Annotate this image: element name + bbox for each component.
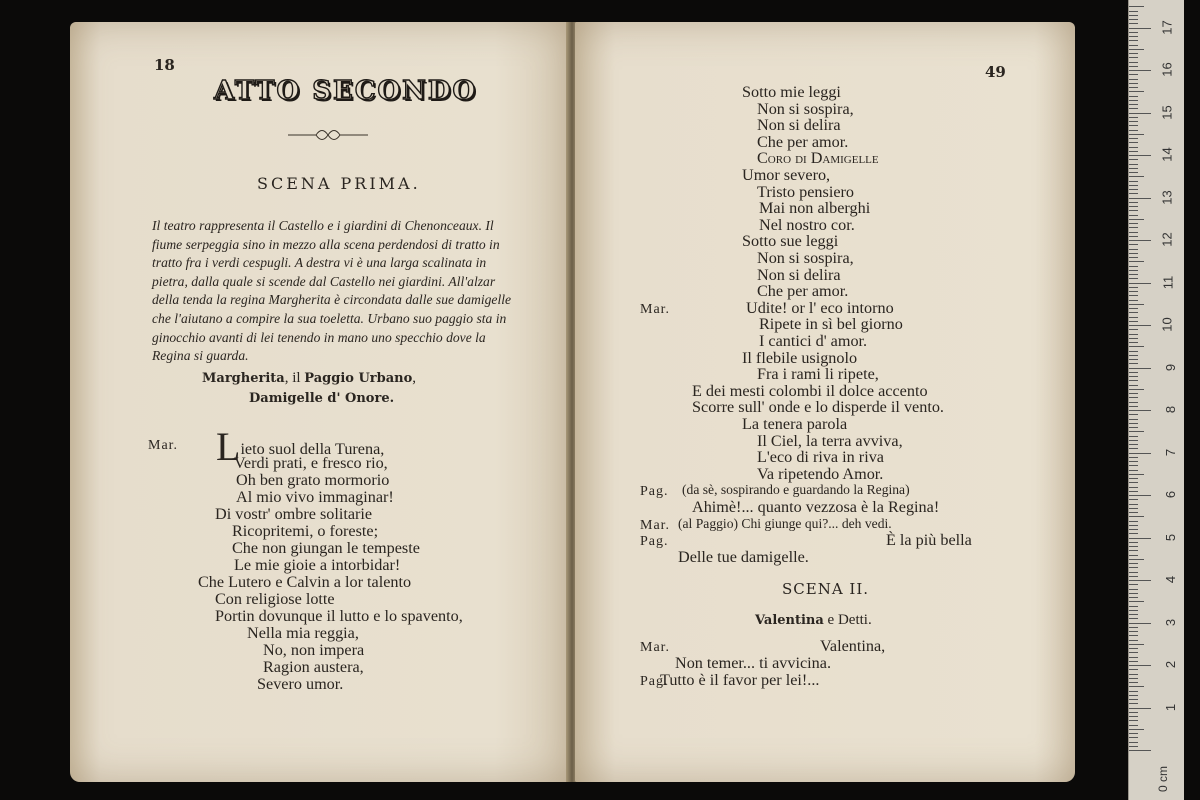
scene-2-title: SCENA II. — [782, 580, 870, 598]
verse-line: Tristo pensiero — [757, 182, 854, 201]
verse-line: La tenera parola — [742, 415, 848, 433]
ruler-tick — [1129, 40, 1138, 41]
ruler-tick — [1129, 202, 1138, 203]
ruler-tick — [1129, 176, 1144, 177]
verse-line: Verdi prati, e fresco rio, — [234, 454, 388, 472]
ruler-tick — [1129, 436, 1138, 437]
ruler-tick — [1129, 703, 1138, 704]
ruler-tick — [1129, 108, 1138, 109]
ruler-tick — [1129, 521, 1138, 522]
ruler-tick — [1129, 465, 1138, 466]
verse-line: Portin dovunque il lutto e lo spavento, — [215, 607, 463, 625]
verse-line: Che per amor. — [757, 282, 849, 301]
ruler-tick — [1129, 720, 1138, 721]
ruler-tick — [1129, 74, 1138, 75]
page-number: 18 — [154, 56, 175, 74]
ruler-tick — [1129, 610, 1138, 611]
ruler-tick — [1129, 652, 1138, 653]
speaker-label: Pag. — [640, 674, 669, 689]
ruler-tick — [1129, 674, 1138, 675]
ruler-tick — [1129, 491, 1138, 492]
ruler-tick — [1129, 538, 1151, 539]
ruler-tick — [1129, 623, 1151, 624]
verse-line: No, non impera — [263, 641, 365, 659]
ruler-tick — [1129, 278, 1138, 279]
ruler-tick — [1129, 555, 1138, 556]
speaker-label: Mar. — [640, 640, 671, 655]
ruler-tick — [1129, 334, 1138, 335]
verse-line: Non si delira — [757, 116, 841, 135]
ruler-number: 3 — [1162, 618, 1178, 626]
ruler-tick — [1129, 444, 1138, 445]
ruler-tick — [1129, 457, 1138, 458]
ruler-tick — [1129, 402, 1138, 403]
verse-line: (da sè, sospirando e guardando la Regina) — [682, 482, 910, 498]
ruler-tick — [1129, 606, 1138, 607]
ornament-divider — [288, 126, 368, 145]
ruler-tick — [1129, 495, 1151, 496]
verse-line: Non temer... ti avvicina. — [675, 654, 831, 672]
ruler-tick — [1129, 232, 1138, 233]
verse-line: Non si delira — [757, 265, 841, 284]
ruler-tick — [1129, 487, 1138, 488]
ruler-tick — [1129, 261, 1144, 262]
cast-paggio: Paggio Urbano — [304, 371, 413, 386]
ruler-tick — [1129, 100, 1138, 101]
ruler-tick — [1129, 283, 1151, 284]
ruler-tick — [1129, 580, 1151, 581]
ruler-tick — [1129, 389, 1144, 390]
ruler-tick — [1129, 504, 1138, 505]
ruler-tick — [1129, 397, 1138, 398]
ruler-tick — [1129, 66, 1138, 67]
ruler-tick — [1129, 589, 1138, 590]
ruler-tick — [1129, 597, 1138, 598]
ruler-tick — [1129, 699, 1138, 700]
ruler-tick — [1129, 227, 1138, 228]
ruler-number: 8 — [1162, 405, 1178, 414]
ruler-number: 5 — [1162, 533, 1178, 541]
verse-line: Con religiose lotte — [215, 590, 335, 608]
ruler-tick — [1129, 572, 1138, 573]
verse-line: Di vostr' ombre solitarie — [215, 505, 373, 523]
ruler-tick — [1129, 406, 1138, 407]
ruler-tick — [1129, 499, 1138, 500]
ruler-tick — [1129, 249, 1138, 250]
ruler-tick — [1129, 448, 1138, 449]
ruler-tick — [1129, 695, 1138, 696]
ruler-tick — [1129, 219, 1144, 220]
ruler-number: 17 — [1159, 19, 1175, 35]
act-title: ATTO SECONDO — [214, 76, 478, 106]
ruler-tick — [1129, 453, 1151, 454]
ruler-tick — [1129, 546, 1138, 547]
ruler-tick — [1129, 147, 1138, 148]
ruler-tick — [1129, 91, 1144, 92]
ruler-tick — [1129, 746, 1138, 747]
ruler-tick — [1129, 376, 1138, 377]
ruler-tick — [1129, 618, 1138, 619]
ruler-tick — [1129, 11, 1138, 12]
drop-cap: L — [216, 424, 241, 469]
ruler-tick — [1129, 287, 1138, 288]
ruler-tick — [1129, 559, 1144, 560]
ruler-tick — [1129, 380, 1138, 381]
verse-line: Severo umor. — [257, 675, 344, 693]
ruler-tick — [1129, 53, 1138, 54]
ruler-tick — [1129, 363, 1138, 364]
ruler-tick — [1129, 516, 1144, 517]
ruler-tick — [1129, 134, 1144, 135]
ruler-tick — [1129, 368, 1151, 369]
ruler-tick — [1129, 372, 1138, 373]
ruler-tick — [1129, 648, 1138, 649]
ruler-tick — [1129, 223, 1138, 224]
stage-direction: Il teatro rappresenta il Castello e i giardini di Chenonceaux. Il fiume serpeggia sino in mezzo alla scena perdendosi di tratto in tratto fra i verdi cespugli. A destra vi è una larga scalinata in pietra, dalla quale si scende dal Castello nei giardini. All'alzar della tenda la regina Margherita è circondata dalle sue damigelle che l'aiutano a compire la sua toeletta. Urbano suo paggio sta in ginocchio avanti di lei tenendo in mano uno specchio dove la Regina si guarda. — [152, 218, 512, 364]
ruler-tick — [1129, 151, 1138, 152]
ruler-tick — [1129, 691, 1138, 692]
ruler-number: 16 — [1159, 62, 1175, 77]
ruler-tick — [1129, 312, 1138, 313]
ruler-tick — [1129, 206, 1138, 207]
verse-line: E dei mesti colombi il dolce accento — [692, 381, 928, 400]
first-line-text: ieto suol della Turena, — [240, 440, 385, 458]
ruler-tick — [1129, 142, 1138, 143]
ruler-tick — [1129, 155, 1151, 156]
ruler-number: 11 — [1159, 275, 1175, 289]
ruler-number: 2 — [1162, 660, 1178, 669]
ruler-tick — [1129, 159, 1138, 160]
ruler-tick — [1129, 79, 1138, 80]
ruler-tick — [1129, 164, 1138, 165]
ruler-tick — [1129, 304, 1144, 305]
ruler-tick — [1129, 274, 1138, 275]
ruler-tick — [1129, 601, 1144, 602]
ruler-tick — [1129, 291, 1138, 292]
ruler-number: 13 — [1159, 189, 1175, 205]
ruler-tick — [1129, 236, 1138, 237]
speaker-label: Mar. — [640, 517, 671, 533]
ruler-tick — [1129, 712, 1138, 713]
ruler-tick — [1129, 678, 1138, 679]
ruler-tick — [1129, 23, 1138, 24]
ruler-tick — [1129, 686, 1144, 687]
ruler-tick — [1129, 138, 1138, 139]
ruler-tick — [1129, 708, 1151, 709]
ruler-tick — [1129, 49, 1144, 50]
ruler-number: 1 — [1162, 703, 1178, 711]
verse-line: Fra i rami li ripete, — [757, 365, 879, 384]
ruler-tick — [1129, 584, 1138, 585]
ruler-tick — [1129, 614, 1138, 615]
ruler-tick — [1129, 257, 1138, 258]
speaker-label: Mar. — [640, 301, 671, 317]
ruler-tick — [1129, 57, 1138, 58]
verse-line: È la più bella — [886, 531, 972, 550]
right-page — [575, 22, 1075, 782]
verse-line: Udite! or l' eco intorno — [746, 298, 894, 317]
ruler-tick — [1129, 725, 1138, 726]
verse-line: Ricopritemi, o foreste; — [232, 522, 379, 540]
ruler-tick — [1129, 19, 1138, 20]
ruler-tick — [1129, 325, 1151, 326]
ruler-number: 6 — [1162, 490, 1178, 499]
ruler-tick — [1129, 482, 1138, 483]
ruler-tick — [1129, 635, 1138, 636]
ruler-tick — [1129, 321, 1138, 322]
verse-line: Il Ciel, la terra avviva, — [757, 431, 903, 450]
ruler-tick — [1129, 215, 1138, 216]
ruler-tick — [1129, 266, 1138, 267]
ruler-tick — [1129, 185, 1138, 186]
ruler-tick — [1129, 542, 1138, 543]
verse-line: I cantici d' amor. — [759, 332, 868, 350]
ruler-tick — [1129, 270, 1138, 271]
ruler-tick — [1129, 410, 1151, 411]
ruler-number: 14 — [1159, 147, 1175, 162]
ruler-tick — [1129, 300, 1138, 301]
ruler-tick — [1129, 87, 1138, 88]
ruler-tick — [1129, 351, 1138, 352]
ruler-number: 4 — [1162, 575, 1178, 584]
ruler-tick — [1129, 253, 1138, 254]
ruler-tick — [1129, 45, 1138, 46]
cast-comma: , — [412, 370, 417, 386]
ruler-tick — [1129, 631, 1138, 632]
ruler-number: 10 — [1159, 317, 1175, 332]
verse-line: Oh ben grato mormorio — [236, 471, 390, 489]
verse-line: Che per amor. — [757, 132, 849, 151]
ruler-tick — [1129, 125, 1138, 126]
ruler-tick — [1129, 627, 1138, 628]
ruler-tick — [1129, 567, 1138, 568]
ruler-tick — [1129, 423, 1138, 424]
ruler-tick — [1129, 474, 1144, 475]
ruler-tick — [1129, 295, 1138, 296]
verse-line: Ragion austera, — [263, 658, 364, 676]
cast-line-2: Damigelle d' Onore. — [249, 391, 395, 406]
ruler-tick — [1129, 168, 1138, 169]
ruler-tick — [1129, 240, 1151, 241]
verse-line: Valentina, — [820, 637, 886, 655]
ruler-tick — [1129, 32, 1138, 33]
cast-sep: , il — [284, 370, 305, 386]
verse-line: Umor severo, — [742, 166, 831, 184]
ruler-tick — [1129, 529, 1138, 530]
verse-line: Nel nostro cor. — [759, 215, 855, 234]
verse-line: Ahimè!... quanto vezzosa è la Regina! — [692, 498, 940, 516]
ruler-tick — [1129, 359, 1138, 360]
verse-line: (al Paggio) Chi giunge qui?... deh vedi. — [678, 515, 892, 531]
ruler-number: 12 — [1159, 232, 1175, 247]
ruler-tick — [1129, 193, 1138, 194]
verse-line: Non si sospira, — [757, 99, 854, 118]
scene-2-cast — [755, 612, 872, 629]
ruler-tick — [1129, 130, 1138, 131]
ruler-tick — [1129, 512, 1138, 513]
ruler-tick — [1129, 729, 1144, 730]
ruler-tick — [1129, 172, 1138, 173]
ruler-tick — [1129, 419, 1138, 420]
ruler-tick — [1129, 737, 1138, 738]
ruler-tick — [1129, 329, 1138, 330]
ruler-tick — [1129, 83, 1138, 84]
ruler-tick — [1129, 104, 1138, 105]
verse-line: Le mie gioie a intorbidar! — [234, 556, 401, 574]
ruler-tick — [1129, 317, 1138, 318]
speaker-mar: Mar. — [148, 438, 179, 453]
ruler-tick — [1129, 431, 1144, 432]
ruler-tick — [1129, 533, 1138, 534]
ruler-tick — [1129, 733, 1138, 734]
verse-line: L'eco di riva in riva — [757, 448, 884, 467]
ruler-tick — [1129, 121, 1138, 122]
ruler-tick — [1129, 593, 1138, 594]
verse-line: Non si sospira, — [757, 249, 854, 267]
ruler-tick — [1129, 28, 1151, 29]
speaker-label: Pag. — [640, 534, 669, 550]
cast-detti: e Detti. — [823, 612, 872, 628]
ruler-tick — [1129, 198, 1151, 199]
ruler-tick — [1129, 342, 1138, 343]
ruler-tick — [1129, 750, 1151, 751]
ruler-tick — [1129, 181, 1138, 182]
ruler-tick — [1129, 563, 1138, 564]
verse-line: Al mio vivo immaginar! — [236, 488, 394, 506]
ruler-tick — [1129, 478, 1138, 479]
verse-line: Delle tue damigelle. — [678, 547, 809, 566]
ruler-number: 9 — [1162, 363, 1178, 371]
ruler-tick — [1129, 640, 1138, 641]
ruler-tick — [1129, 661, 1138, 662]
verse-line: Che non giungan le tempeste — [232, 539, 420, 557]
ruler-tick — [1129, 657, 1138, 658]
measuring-ruler — [1128, 0, 1184, 800]
verse-line: Sotto mie leggi — [742, 83, 841, 101]
verse-line: Ripete in sì bel giorno — [759, 315, 903, 334]
ruler-tick — [1129, 62, 1138, 63]
ruler-tick — [1129, 113, 1151, 114]
ruler-tick — [1129, 716, 1138, 717]
ruler-tick — [1129, 338, 1138, 339]
ruler-tick — [1129, 525, 1138, 526]
ruler-tick — [1129, 427, 1138, 428]
ruler-tick — [1129, 393, 1138, 394]
ruler-tick — [1129, 508, 1138, 509]
verse-line: Il flebile usignolo — [742, 348, 858, 367]
ruler-tick — [1129, 461, 1138, 462]
ruler-tick — [1129, 576, 1138, 577]
ruler-tick — [1129, 742, 1138, 743]
ruler-tick — [1129, 117, 1138, 118]
ruler-tick — [1129, 36, 1138, 37]
verse-line: Tutto è il favor per lei!... — [660, 671, 820, 689]
ruler-number: 15 — [1159, 104, 1175, 120]
verse-line: Che Lutero e Calvin a lor talento — [198, 573, 412, 591]
ruler-tick — [1129, 550, 1138, 551]
ruler-tick — [1129, 665, 1151, 666]
ruler-tick — [1129, 189, 1138, 190]
ruler-tick — [1129, 6, 1144, 7]
ruler-tick — [1129, 470, 1138, 471]
ruler-tick — [1129, 244, 1138, 245]
verse-line: Mai non alberghi — [759, 199, 871, 218]
ruler-tick — [1129, 669, 1138, 670]
verse-line: Scorre sull' onde e lo disperde il vento. — [692, 398, 944, 417]
ruler-number: 7 — [1162, 448, 1178, 456]
verse-line: Nella mia reggia, — [247, 624, 359, 642]
ruler-tick — [1129, 682, 1138, 683]
left-page — [70, 22, 570, 782]
ruler-unit: 0 cm — [1155, 765, 1170, 793]
cast-margherita: Margherita — [202, 371, 285, 386]
speaker-label: Pag. — [640, 484, 669, 500]
cast-line-1 — [202, 370, 416, 387]
ruler-tick — [1129, 308, 1138, 309]
verse-line: Sotto sue leggi — [742, 232, 839, 251]
chorus-heading: Coro di Damigelle — [757, 149, 879, 168]
ruler-tick — [1129, 385, 1138, 386]
ruler-tick — [1129, 414, 1138, 415]
ruler-tick — [1129, 15, 1138, 16]
scene-title: SCENA PRIMA. — [257, 174, 421, 193]
ruler-tick — [1129, 210, 1138, 211]
ruler-tick — [1129, 346, 1144, 347]
ruler-tick — [1129, 70, 1151, 71]
ruler-tick — [1129, 96, 1138, 97]
page-number: 49 — [985, 63, 1006, 81]
ruler-tick — [1129, 440, 1138, 441]
ruler-tick — [1129, 644, 1144, 645]
cast-valentina: Valentina — [755, 613, 824, 628]
verse-line: Va ripetendo Amor. — [757, 464, 884, 483]
ruler-tick — [1129, 355, 1138, 356]
